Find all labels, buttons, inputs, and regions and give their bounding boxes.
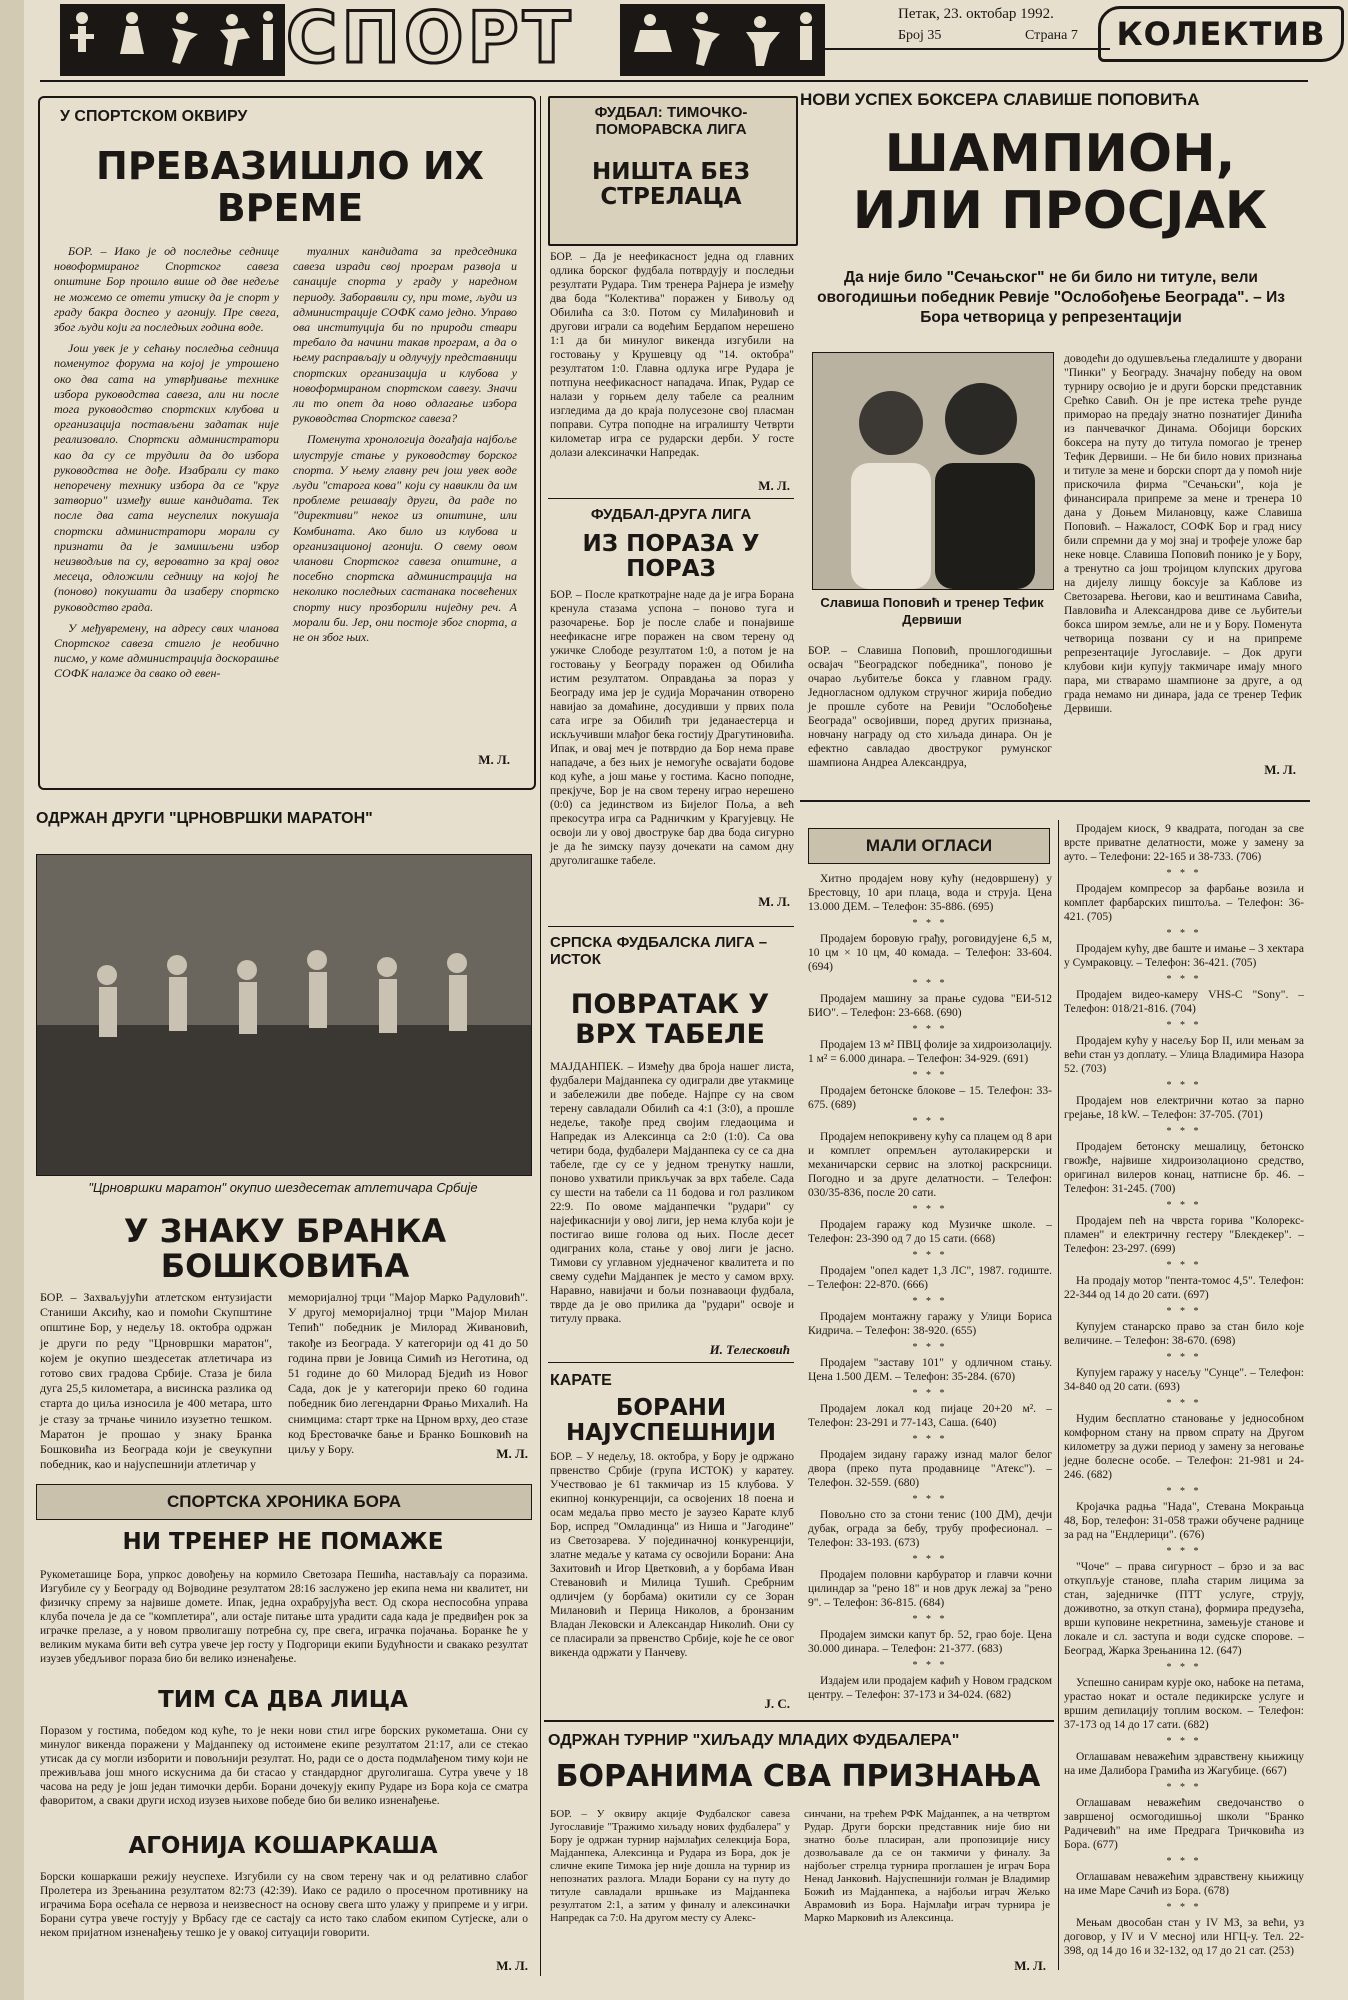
karate-headline: БОРАНИ НАЈУСПЕШНИЈИ — [566, 1395, 776, 1447]
boxing-col-2: доводећи до одушевљења гледалиште у дворани "Пинки" у Београду. Значајну победу на овом турниру освојио је и други борски представник Срећко Савић. Он је пре истека треће рунде приморао на предају знатно познатијег Динића из панчевачког Динама. Обојици борских боксера на путу до титула помогао је тренер Тефик Дервиши. – Не би било нових признања и титуле за мене и борски спорт да у помоћ није прискочила фирма "Сечањски", која је финансирала припреме за мене и тренера 10 дана у Доњем Милановцу, каже Славиша Поповић. – Нажалост, СОФК Бор и град нису били спремни да у мој знај и трофеје уложе бар неке новце. Славиша Поповић понико је у Бору, а тренутно са још тројицом клупских другова на дијелу лишцу боксује за Каблове из Светозарева. Његови, као и вештинама Савића, Павловића и Александрова диве се љубитељи бокса широм земље, али не и у Бору. Поменута четворица позвани су и на припреме репрезентације Југославије. – Док други клубови кији купују такмичаре имају много пара, ми стварамо шампионе за друге, а од града немамо ни динара, јада се тренер Тефик Дервиши. — [1064, 353, 1302, 715]
boxing-photo — [812, 352, 1054, 590]
ad-item: Продајем 13 м² ПВЦ фолије за хидроизолацију. 1 м² = 6.000 динара. – Телефон: 34-929. (691) — [808, 1039, 1052, 1065]
separator: * * * — [912, 1434, 948, 1445]
ad-item: Продајем бетонске блокове – 15. Телефон: 33-675. (689) — [808, 1085, 1052, 1111]
timok-signature: М. Л. — [758, 478, 790, 493]
page-edge — [0, 0, 24, 2000]
serbian-league-kicker: СРПСКА ФУДБАЛСКА ЛИГА – ИСТОК — [550, 934, 768, 968]
ad-item: Продајем нов електрични котао за парно грејање, 18 kW. – Телефон: 37-705. (701) — [1064, 1095, 1304, 1121]
boxing-photo-caption: Славиша Поповић и тренер Тефик Дервиши — [820, 595, 1044, 627]
chronicle-text-1: Рукометашице Бора, упркос довођењу на кормило Светозара Пешића, настављају са поразима. Изгубиле су у Београду од Војводине резултатом 28:16 заслужено јер екипа нема ни квалитет, ни физичку спрему за највише домете. Ипак, једна охрабрујућа вест. Од скора неспособна управа клуба почела је да се "комплетира", али остаје питање шта урадити сада када је предвиђен рок за играчке прелазе, а у новом прволигашу потребна су, пре свега, играчка појачања. Боранке ће у великим мукама бити већ сутра увече јер госту у Подгорици екипи Будућности и свакако резултат изузев убедљивог пораза био би велико изненађење. — [40, 1569, 528, 1665]
ad-item: Продајем пећ на чврста горива "Колорекс-пламен" и електричну гестеру "Блекдекер". – Телефон: 23-297. (699) — [1064, 1215, 1304, 1255]
ad-item: Продајем кућу у насељу Бор II, или мењам за већи стан уз доплату. – Улица Владимира Назора 52. (703) — [1064, 1035, 1305, 1075]
ads-column-rule — [1058, 820, 1059, 1970]
frame-col-1 — [54, 244, 279, 688]
ads-col-right — [1064, 822, 1304, 1962]
separator: * * * — [1166, 1200, 1202, 1211]
karate-signature: Ј. С. — [764, 1696, 790, 1711]
separator: * * * — [912, 1554, 948, 1565]
ad-item: Продајем киоск, 9 квадрата, погодан за све врсте приватне делатности, може у замену за ауто. – Телефони: 22-165 и 38-733. (706) — [1064, 823, 1304, 863]
masthead — [40, 0, 1340, 78]
ad-item: Продајем локал код пијаце 20+20 м². – Телефон: 23-291 и 77-143, Саша. (640) — [808, 1403, 1052, 1429]
separator: * * * — [912, 1614, 948, 1625]
frame-col-2 — [293, 244, 517, 651]
separator: * * * — [912, 918, 948, 929]
ad-item: Оглашавам неважећим здравствену књижицу на име Маре Сачић из Бора. (678) — [1064, 1871, 1304, 1897]
separator: * * * — [912, 1250, 948, 1261]
youth-col-1: БОР. – У оквиру акције Фудбалског савеза Југославије "Тражимо хиљаду нових фудбалера" у Бору је одржан турнир најмлађих селекција Бора, Мајданпека, Алексинца и Рудара из Бора, док је сличне екипе Тимока јер није дошла на турнир из непознатих разлога. Млади Борани су на путу до титуле савладали вршњаке из Мајданпека резултатом 2:1, а затим у финалу и алексиначки Напредак са 7:0. На другом месту су Алекс- — [550, 1808, 790, 1924]
serbian-league-text: МАЈДАНПЕК. – Између два броја нашег листа, фудбалери Мајданпека су одиграли две утакмице и забележили две победе. Најпре су на свом терену савладали Обилић са 4:1 (3:0), а прошле недеље, такође пред својим гледаоцима и Напредак из Алексинца са 2:0 (1:0). Са ова четири бода, фудбалери Мајданпека су се са дна табеле, где су се у једном тренутку нашли, поново ухватили прикључак за врх табеле. Сада су шести на табели са 11 бодова и гол разликом 22:9. По овоме мајданпечки "рудари" су најефикаснији у овој лиги, јер нема клуба који је постигао више голова од њих. После десет одиграних кола, стање у овој лиги је јасно. Тимови су углавном уједначеног квалитета и по свему судећи Мајданпек је место у самом врху. Наравно, навијачи и бољи познаваоци фудбала, тврде да је ово прилика да "рудари" освоје и титулу првака. — [550, 1061, 794, 1325]
youth-headline: БОРАНИМА СВА ПРИЗНАЊА — [555, 1759, 1041, 1794]
separator: * * * — [1166, 1782, 1202, 1793]
ad-item: Продајем непокривену кућу са плацем од 8 ари и комплет опремљен аутолакирерски и механичарски сервис на злоткој раскрсници. Погодно и за друге делатности. – Телефон: 030/35-836, после 20 сати. — [808, 1131, 1052, 1199]
frame-signature: М. Л. — [478, 752, 510, 767]
boxing-kicker: НОВИ УСПЕХ БОКСЕРА СЛАВИШЕ ПОПОВИЋА — [800, 90, 1200, 109]
separator: * * * — [912, 1660, 948, 1671]
separator: * * * — [912, 1116, 948, 1127]
paragraph: БОР. – Иако је од последње седнице новоформираног Спортског савеза општине Бор прошло више од две недеље не можемо се отети утиску да је спорт у граду бакра доспео у агонију. Пре свега, због људи који га последњих година воде. — [54, 244, 279, 335]
separator: * * * — [1166, 1856, 1202, 1867]
runners-illustration — [37, 855, 531, 1175]
ad-item: Продајем зидану гаражу изнад малог белог двора (преко пута продавнице "Атекс"). – Телефон. 32-559. (680) — [808, 1449, 1052, 1489]
youth-signature: М. Л. — [1014, 1958, 1046, 1973]
marathon-photo — [36, 854, 532, 1176]
sport-pictograms-left — [60, 4, 285, 76]
separator: * * * — [912, 1204, 948, 1215]
ad-item: На продају мотор "пента-томос 4,5". Телефон: 22-344 од 14 до 20 сати. (697) — [1064, 1275, 1304, 1301]
ad-item: Продајем монтажну гаражу у Улици Бориса Кидрича. – Телефон: 38-920. (655) — [808, 1311, 1052, 1337]
marathon-col-1: БОР. – Захваљујући атлетском ентузијасти Станиши Аксићу, као и помоћи Скупштине општине Бор, у недељу 18. октобра одржан је други по реду "Црновршки маратон", којем је окупио шездесетак атлетичара из готово свих градова Србије. Стаза је била дуга 25,5 километара, а висинска разлика од старта до циља износила је 400 метара, што је стазу за трчање чинило изузетно тешком. Маратон је прошао у знаку Бранка Бошковића из Београда који је свеукупни победник, као и најуспешнији атлетичар у — [40, 1290, 272, 1472]
section-rule — [548, 498, 794, 499]
boxers-portrait — [813, 353, 1053, 589]
separator: * * * — [912, 1342, 948, 1353]
separator: * * * — [1166, 1020, 1202, 1031]
boxing-headline: ШАМПИОН, ИЛИ ПРОСЈАК — [852, 124, 1268, 242]
ad-item: Купујем станарско право за стан било које величине. – Телефон: 38-670. (698) — [1064, 1321, 1304, 1347]
chronicle-headline-1: НИ ТРЕНЕР НЕ ПОМАЖЕ — [122, 1529, 444, 1555]
frame-kicker: У СПОРТСКОМ ОКВИРУ — [60, 108, 248, 125]
ad-item: Продајем половни карбуратор и главчи кочни цилиндар за "рено 18" и нов друк лежај за "рено 9". – Телефон: 36-815. (684) — [808, 1569, 1052, 1609]
marathon-signature: М. Л. — [496, 1446, 528, 1461]
separator: * * * — [1166, 974, 1202, 985]
second-league-signature: М. Л. — [758, 894, 790, 909]
karate-kicker: КАРАТЕ — [550, 1372, 612, 1389]
ad-item: Хитно продајем нову кућу (недовршену) у Брестовцу, 10 ари плаца, вода и струја. Цена 13.000 ДЕМ. – Телефон: 35-886. (695) — [808, 873, 1052, 913]
separator: * * * — [912, 1388, 948, 1399]
paper-logo: КОЛЕКТИВ — [1098, 6, 1344, 62]
ad-item: Купујем гаражу у насељу "Сунце". – Телефон: 34-840 од 20 сати. (693) — [1064, 1367, 1304, 1393]
section-rule — [548, 926, 794, 927]
issue-date: Петак, 23. октобар 1992. — [898, 6, 1054, 22]
frame-headline: ПРЕВАЗИШЛО ИХ ВРЕМЕ — [96, 144, 484, 230]
ad-item: Повољно сто за стони тенис (100 ДМ), дечји дубак, ограда за бебу, трубу професионал. – Телефон: 33-193. (673) — [808, 1509, 1052, 1549]
ad-item: Продајем зимски капут бр. 52, грао боје. Цена 30.000 динара. – Телефон: 21-377. (683) — [808, 1629, 1052, 1655]
separator: * * * — [1166, 1306, 1202, 1317]
section-rule — [800, 800, 1310, 802]
section-title: СПОРТ — [286, 0, 575, 79]
separator: * * * — [912, 1024, 948, 1035]
ad-item: Издајем или продајем кафић у Новом градском центру. – Телефон: 37-173 и 34-024. (682) — [808, 1675, 1052, 1701]
separator: * * * — [1166, 1662, 1202, 1673]
chronicle-banner: СПОРТСКА ХРОНИКА БОРА — [36, 1484, 532, 1520]
separator: * * * — [1166, 1398, 1202, 1409]
youth-kicker: ОДРЖАН ТУРНИР "ХИЉАДУ МЛАДИХ ФУДБАЛЕРА" — [548, 1732, 960, 1749]
ad-item: Успешно санирам курје око, набоке на петама, урастао нокат и остале педикирске услуге и вршим депилацију топлим воском. – Телефон: 37-173 од 14 до 17 сати. (682) — [1064, 1677, 1304, 1731]
athlete-icons — [620, 4, 825, 76]
ad-item: Продајем боровую грађу, роговидујене 6,5 м, 10 цм × 10 цм, 40 комада. – Телефон: 33-604. (694) — [808, 933, 1052, 973]
ads-col-left — [808, 872, 1052, 1706]
ad-item: "Чоче" – права сигурност – брзо и за вас откупљује станове, плаћа старим лицима за стан, заједничке (ПТТ услуге, струју, доживотно, за откуп стана), формира предузећа, врши куповине некретнина, замењује станове и локале и сл. заступа и води судске спорове. – Београд, Жарка Зрењанина 12. (647) — [1064, 1561, 1304, 1657]
separator: * * * — [912, 1070, 948, 1081]
ad-item: Продајем кућу, две баште и имање – 3 хектара у Сумраковцу. – Телефон: 36-421. (705) — [1064, 943, 1304, 969]
separator: * * * — [912, 1296, 948, 1307]
separator: * * * — [1166, 1736, 1202, 1747]
ad-item: Продајем машину за прање судова "ЕИ-512 БИО". – Телефон: 23-668. (690) — [808, 993, 1052, 1019]
chronicle-signature: М. Л. — [496, 1958, 528, 1973]
separator: * * * — [1166, 1080, 1202, 1091]
ad-item: Продајем "заставу 101" у одличном стању. Цена 1.500 ДЕМ. – Телефон: 35-284. (670) — [808, 1357, 1052, 1383]
separator: * * * — [1166, 1486, 1202, 1497]
sport-pictograms-right — [620, 4, 825, 76]
chronicle-headline-2: ТИМ СА ДВА ЛИЦА — [158, 1687, 408, 1713]
marathon-headline: У ЗНАКУ БРАНКА БОШКОВИЋА — [123, 1212, 447, 1286]
marathon-photo-caption: "Црновршки маратон" окупио шездесетак атлетичара Србије — [88, 1180, 478, 1195]
separator: * * * — [1166, 1126, 1202, 1137]
separator: * * * — [1166, 868, 1202, 879]
serbian-league-signature: И. Телесковић — [709, 1342, 790, 1357]
section-rule — [548, 1362, 794, 1363]
marathon-col-2: меморијалној трци "Мајор Марко Радуловић". У другој меморијалној трци "Мајор Милан Тепић" победник је Милорад Живановић, такође из Београда. У категорији од 41 до 50 година први је Јовица Симић из Неготина, од 51 године до 60 Милорад Бједић из Новог Сада, док је у категорији преко 60 година победник био легендарни Фрањо Михалић. На снимцима: старт трке на Црном врху, део стазе код Брестовачке бање и Бранко Бошковић на циљу у Бору. — [288, 1290, 528, 1457]
ad-item: Нудим бесплатно становање у једнособном комфорном стану на првом спрату на Другом километру за дужи период у замену за неговање једне болесне особе. – Телефон: 21-981 и 24-246. (682) — [1064, 1413, 1304, 1481]
ad-item: Продајем гаражу код Музичке школе. – Телефон: 23-390 од 7 до 15 сати. (668) — [808, 1219, 1052, 1245]
ad-item: Продајем видео-камеру VHS-C "Sony". – Телефон: 018/21-816. (704) — [1064, 989, 1304, 1015]
ad-item: Оглашавам неважећим сведочанство о завршеној осмогодишњој школи "Бранко Радичевић" на име Предрага Тричковића из Бора. (677) — [1064, 1797, 1304, 1851]
ad-item: Продајем компресор за фарбање возила и комплет фарбарских пиштоља. – Телефон: 36-421. (705) — [1064, 883, 1304, 923]
separator: * * * — [1166, 1546, 1202, 1557]
chronicle-text-3: Борски кошаркаши режију неуспехе. Изгубили су на свом терену чак и од релативно слабог Пролетера из Зрењанина резултатом 82:73 (42:39). Иако се радило о просечном противнику на играчима Бора осећала се нервоза и неизвесност на основу свега што улажу у припреме и у игри. Борани сутра увече гостују у Врбасу где се састају са исто тако слабом екипом Сутјеске, али о неком пријатном изненађењу тешко је у овакој ситуацији говорити. — [40, 1871, 528, 1939]
boxing-deck: Да није било "Сечањског" не би било ни титуле, вели овогодишњи победник Ревије "Ослобођење Београда". – Из Бора четворица у репрезентацији — [817, 269, 1285, 326]
second-league-kicker: ФУДБАЛ-ДРУГА ЛИГА — [590, 506, 752, 523]
youth-col-2: синчани, на трећем РФК Мајданпек, а на четвртом Рудар. Други борски представник није био ни знатно боље пласиран, али пропозиције нису дозвољавале да се он такмичи у финалу. За најбољег стрелца турнира проглашен је играч Бора Ненад Јанковић. Најуспешнији голман је Владимир Божић из Мајданпека, а најбољи играч Жељко Аврамовић из Бора. Најмлађи играч турнира је Марко Марковић из Алексинца. — [804, 1808, 1050, 1924]
paragraph: У међувремену, на адресу свих чланова Спортског савеза стигло је необично писмо, у коме администрација доскорашње СОФК налаже да свако од евен- — [54, 620, 279, 681]
ad-item: Продајем "опел кадет 1,3 ЛС", 1987. годиште. – Телефон: 22-870. (666) — [808, 1265, 1052, 1291]
paragraph: Поменута хронологија догађаја најбоље илуструје стање у руководству борског спорта. У њему главну реч још увек воде људи "старога кова" који су навикли да им проблеме решавају други, да раде по "директиви" неког из општине, или Комбината. Ако било из клубова и организационој агонији. О свему овом чланови Спортског савеза општине, а посебно спортска администрација на неколико последњих састанака посвећених спорту нису прозборили ниједну реч. А морали би. Јер, они постоје због спорта, а не он због њих. — [293, 432, 517, 645]
separator: * * * — [1166, 1902, 1202, 1913]
masthead-bottom-rule — [40, 80, 1308, 82]
separator: * * * — [1166, 1260, 1202, 1271]
issue-number: Број 35 — [898, 28, 942, 43]
ad-item: Мењам двособан стан у IV МЗ, за већи, уз договор, у IV и V месној или НГЦ-у. Тел. 22-398, од 14 до 16 и 32-132, од 17 до 21 сат. (253) — [1064, 1917, 1304, 1957]
separator: * * * — [1166, 928, 1202, 939]
boxing-signature: М. Л. — [1264, 762, 1296, 777]
timok-text: БОР. – Да је неефикасност једна од главних одлика борског фудбала потврдују и последњи резултати Рудара. Тим тренера Рајнера је између два бода "Колектива" поражен у Бивољу од Обилића са 3:0. Потом су Милађиновић и другови играли са водећим Бердапом нерешено 1:1 да би минулог викенда изгубили на гостовању у Крушевцу од "14. октобра" резултатом 1:0. Главна одлука игре Рудара је потпуна неефикасност нападача. Ипак, Рудар се налази у горњем делу табеле са реалним изгледима да до краја полусезоне свој пласман поправи. Сутра поподне на игралишту Четврти километар игра се рударски дерби. У госте долази алексиначки Напредак. — [550, 251, 794, 459]
separator: * * * — [912, 1494, 948, 1505]
athlete-icons — [60, 4, 285, 76]
boxing-col-1: БОР. – Славиша Поповић, прошлогодишњи освајач "Београдског победника", поново је очарао љубитеље бокса у главном граду. Једногласном одлуком стручног жирија победио је прошле суботе на Ревији "Ослобођење Београда" освојивши, поред других признања, новчану награду од сто хиљада динара. Он је ефектно савладао двоструког румунског шампиона Андреа Александруа, — [808, 645, 1052, 769]
ads-title: МАЛИ ОГЛАСИ — [808, 828, 1050, 864]
separator: * * * — [912, 978, 948, 989]
ad-item: Оглашавам неважећим здравствену књижицу на име Далибора Грамића из Жагубице. (667) — [1064, 1751, 1304, 1777]
marathon-kicker: ОДРЖАН ДРУГИ "ЦРНОВРШКИ МАРАТОН" — [36, 810, 373, 827]
second-league-text: БОР. – После краткотрајне наде да је игра Борана кренула стазама успона – поново туга и разочарење. Бор је после слабе и понајвише неефикасне игре поражен на свом терену од ужичке Слободе резултатом 1:0, а потом је на гостовању у Београду поражен од Обилића истим резултатом. Оправдања за пораз у Београду има јер је судија Морачанин отворено навијао за домаћине, досудивши у првих пола сата игре за Обилић три једанаестерца и искључивши млађог бека гостију Драгутиновића. Ипак, и овај меч је потврдио да Бор нема праве нападаче, а без њих је немогуће освајати бодове код куће, а још мање у гостима. Касно поподне, прекјуче, Бор је на свом терену играо нерешено (0:0) са јединством из Бијелог Поља, а већ прекосутра игра са Радничким у Крагујевцу. Не освоји ли у овој двоструке бар два бода сигурно је да ће зимску паузу дочекати на самом дну друголигашке табеле. — [550, 589, 794, 867]
column-rule — [540, 96, 541, 1976]
paragraph: туалних кандидата за председника савеза изради свој програм развоја и санације спорта у граду у наредном периоду. Заборавили су, при томе, људи из администрације СОФК само једно. Управо ова институција би по природи ствари требало да начини такав програм, а да о њему расправљају и одлучују представници спортских организација и клубова у новоформираном спортском савезу. Значи ли то опет да ново одлагање избора руководства Спортског савеза? — [293, 244, 517, 426]
separator: * * * — [1166, 1352, 1202, 1363]
ad-item: Продајем бетонску мешалицу, бетонско гвожђе, највише хидроизолационо средство, оригинал вилеров конац, натписне бр. 46. – Телефон: 31-245. (700) — [1064, 1141, 1304, 1195]
karate-text: БОР. – У недељу, 18. октобра, у Бору је одржано првенство Србије (група ИСТОК) у каратеу. Учествовао је 61 такмичар из 15 клубова. У екипној конкуренцији, са освојених 18 поена и осам медаља прво место је заузео Карате клуб Бор, испред "Омладинца" из Ниша и "Јагодине" из Светозарева. У појединачној конкуренцији, златне медаље у катама су освојили Борани: Ана Захитовић и Игор Цветковић, а у борбама Иван Стевановић и Милица Тушић. Сребрним одличјем (у борбама) окитили су се Зоран Милановић и Перица Николов, а бронзаним Владан Лековски и Александар Николић. Они су се пласирали за првенство Србије, које ће се овог викенда одржати у Панчеву. — [550, 1451, 794, 1659]
section-rule — [544, 1720, 1054, 1722]
paragraph: Још увек је у сећању последња седница поменутог форума на којој је утрошено око два сата на утврђивање технике избора руководства савеза, али ни после тога руководство спортских клубова и организација постављени задатак није реализовало. Спортски администратори као да су се трудили да до избора руководства не дође. Изабрали су тако непоречену технику избора да се "круг затворио" између више кандидата. Тек после два сата неуспелих покушаја спортски администратори морали су признати да је замишљени избор неизводљив па су, вероватно за крај овог месеца, одложили седницу на којој ће (поново) покушати да изаберу спортско руководство града. — [54, 341, 279, 614]
timok-kicker: ФУДБАЛ: ТИМОЧКО-ПОМОРАВСКА ЛИГА — [594, 104, 748, 138]
timok-headline: НИШТА БЕЗ СТРЕЛАЦА — [592, 159, 750, 211]
masthead-rule — [820, 48, 1110, 50]
ad-item: Кројачка радња "Нада", Стевана Мокрањца 48, Бор, телефон: 31-058 тражи обучене раднице за рад на "Ендлерици". (676) — [1064, 1501, 1304, 1541]
chronicle-headline-3: АГОНИЈА КОШАРКАША — [128, 1833, 438, 1859]
chronicle-text-2: Поразом у гостима, победом код куће, то је неки нови стил игре борских рукометаша. Они су минулог викенда поражени у Мајданпеку од истоимене екипе резултатом 21:17, али се стекао утисак да су могли изборити и повољнији резултат. Но, ради се о доста подмлађеном тиму који не преживљава још много искуснима да би стасао у стандардног друголигаша. Сутра увече у 18 часова на реду је још један тимочки дерби. Борани дочекују екипу Рударе из Бора која се сматра фаворитом, а сваки други исход изузев њихове победе био би велико изненађење. — [40, 1725, 528, 1807]
serbian-league-headline: ПОВРАТАК У ВРХ ТАБЕЛЕ — [570, 989, 770, 1050]
page-number: Страна 7 — [1025, 28, 1078, 43]
second-league-headline: ИЗ ПОРАЗА У ПОРАЗ — [582, 531, 760, 583]
